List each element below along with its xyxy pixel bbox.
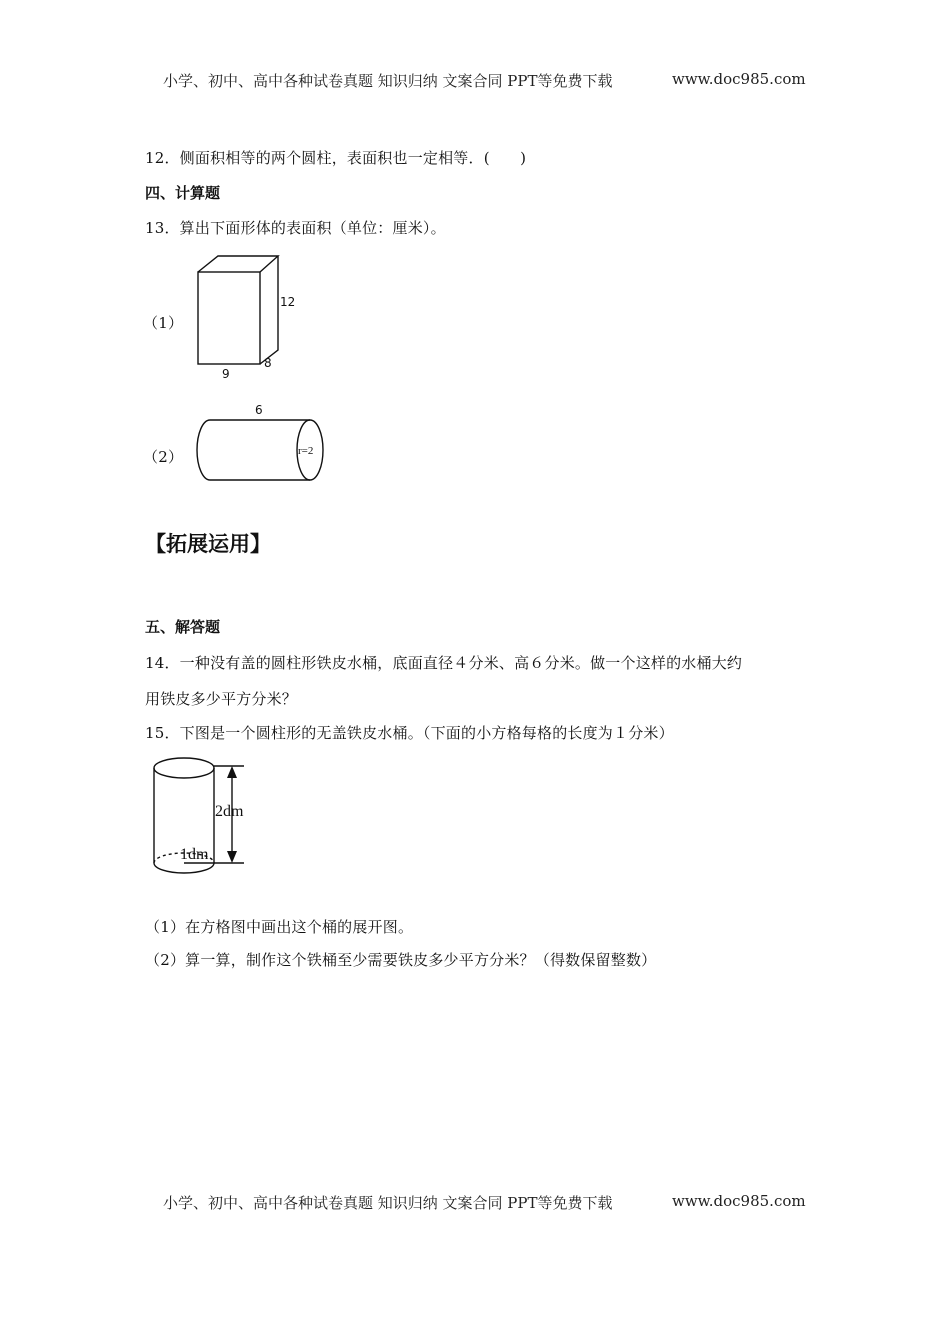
question-12: 12．侧面积相等的两个圆柱，表面积也一定相等．( ) bbox=[145, 149, 527, 167]
bucket-top-ellipse bbox=[154, 758, 214, 778]
section-5-heading: 五、解答题 bbox=[145, 618, 221, 636]
page-header-url: www.doc985.com bbox=[672, 70, 806, 88]
dimension-arrow-down bbox=[227, 851, 237, 863]
cylinder-radius-label: r=2 bbox=[298, 445, 314, 457]
question-14-line2: 用铁皮多少平方分米？ bbox=[145, 690, 298, 708]
question-13: 13．算出下面形体的表面积（单位：厘米）。 bbox=[145, 219, 446, 237]
rectangular-box-figure bbox=[190, 252, 310, 382]
box-front-face bbox=[198, 272, 260, 364]
question-15-part1: （1）在方格图中画出这个桶的展开图。 bbox=[145, 918, 414, 936]
cylinder-left-end bbox=[197, 420, 210, 480]
page-footer-text: 小学、初中、高中各种试卷真题 知识归纳 文案合同 PPT等免费下载 bbox=[163, 1194, 613, 1212]
box-top-face bbox=[198, 256, 278, 272]
horizontal-cylinder-figure bbox=[185, 400, 335, 486]
extension-title: 【拓展运用】 bbox=[145, 532, 271, 556]
bucket-radius-label: 1dm bbox=[180, 846, 209, 863]
figure-13-part1-label: （1） bbox=[143, 314, 184, 332]
box-height-label: 12 bbox=[280, 295, 296, 309]
box-right-face bbox=[260, 256, 278, 364]
question-14-line1: 14．一种没有盖的圆柱形铁皮水桶，底面直径４分米、高６分米。做一个这样的水桶大约 bbox=[145, 654, 743, 672]
dimension-arrow-up bbox=[227, 766, 237, 778]
figure-13-part2-label: （2） bbox=[143, 448, 184, 466]
bucket-height-label: 2dm bbox=[215, 803, 244, 820]
question-15-part2: （2）算一算，制作这个铁桶至少需要铁皮多少平方分米？（得数保留整数） bbox=[145, 951, 657, 969]
page-header-text: 小学、初中、高中各种试卷真题 知识归纳 文案合同 PPT等免费下载 bbox=[163, 72, 613, 90]
page-footer-url: www.doc985.com bbox=[672, 1192, 806, 1210]
bucket-cylinder-figure bbox=[148, 752, 268, 884]
box-depth-label: 8 bbox=[264, 356, 272, 370]
bucket-bottom-front bbox=[154, 863, 214, 873]
box-width-label: 9 bbox=[222, 367, 230, 381]
section-4-heading: 四、计算题 bbox=[145, 184, 221, 202]
cylinder-length-label: 6 bbox=[255, 403, 263, 417]
question-15: 15．下图是一个圆柱形的无盖铁皮水桶。（下面的小方格每格的长度为１分米） bbox=[145, 724, 674, 742]
